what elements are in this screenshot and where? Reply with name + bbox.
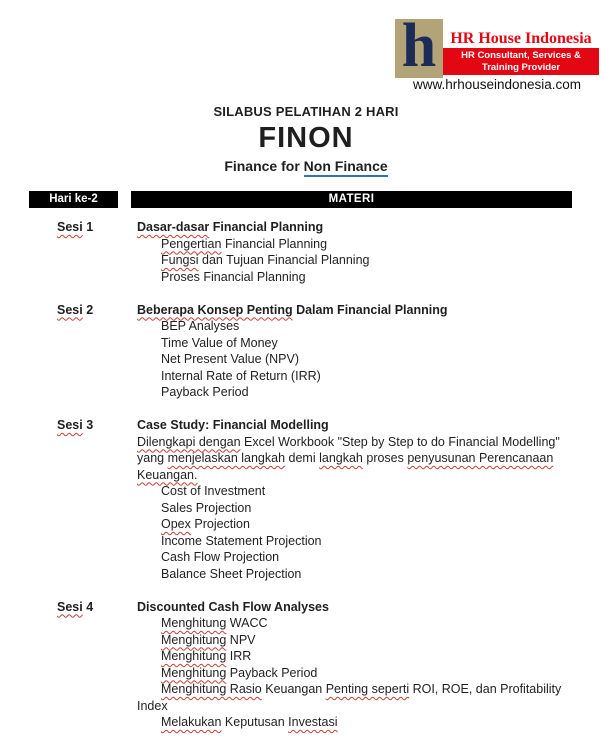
session-label bbox=[57, 417, 137, 582]
website-url: www.hrhouseindonesia.com bbox=[412, 77, 582, 92]
session-row bbox=[57, 302, 605, 401]
session-label bbox=[57, 302, 137, 401]
session-content bbox=[137, 599, 605, 731]
course-tagline bbox=[0, 158, 612, 174]
session-item-line bbox=[137, 500, 605, 517]
session-item-line bbox=[137, 252, 605, 269]
misspelled-text: Menghitung bbox=[161, 616, 227, 630]
text-run: Internal Rate of Return (IRR) bbox=[161, 368, 321, 383]
session-item-line bbox=[137, 483, 605, 500]
misspelled-text: Beberapa Konsep Penting bbox=[137, 302, 293, 317]
text-run: Excel Workbook "Step by Step to do Financial Modelling" bbox=[240, 434, 560, 449]
session-content bbox=[137, 417, 605, 582]
misspelled-text: Sesi bbox=[57, 302, 83, 317]
text-run: Financial Planning bbox=[209, 220, 324, 234]
brand-name: HR House Indonesia bbox=[450, 30, 592, 47]
session-item-line bbox=[137, 533, 605, 550]
tagline-prefix: Finance for bbox=[224, 158, 304, 174]
misspelled-text: langkah bbox=[319, 451, 363, 465]
tagline-underlined: Non Finance bbox=[304, 158, 388, 177]
session-item-line bbox=[137, 632, 605, 649]
session-item-line bbox=[137, 335, 605, 352]
misspelled-text: Penting seperti bbox=[325, 682, 410, 696]
text-run: Cost of Investment bbox=[161, 484, 266, 498]
text-run: Cash Flow Projection bbox=[161, 550, 280, 564]
session-item-line bbox=[137, 681, 605, 698]
text-run: Payback Period bbox=[161, 385, 249, 399]
text-run: Discounted Cash Flow Analyses bbox=[137, 599, 329, 614]
text-run: 2 bbox=[82, 302, 94, 317]
session-row bbox=[57, 219, 605, 285]
text-run: BEP Analyses bbox=[161, 319, 240, 333]
misspelled-text: Menghitung bbox=[161, 632, 227, 647]
text-run: Time Value of Money bbox=[161, 335, 278, 350]
document-subtitle: SILABUS PELATIHAN 2 HARI bbox=[213, 104, 399, 119]
logo-h-icon bbox=[395, 19, 443, 78]
misspelled-text: menjelaskan langkah bbox=[167, 451, 286, 465]
session-item-line bbox=[137, 351, 605, 368]
session-item-line bbox=[137, 615, 605, 632]
day-header-cell: Hari ke-2 bbox=[29, 191, 118, 208]
session-label bbox=[57, 599, 137, 731]
text-run: WACC bbox=[226, 616, 268, 630]
company-logo bbox=[395, 18, 599, 94]
misspelled-text: Menghitung bbox=[161, 649, 227, 663]
session-item-line bbox=[137, 648, 605, 665]
session-item-line bbox=[137, 665, 605, 682]
banner-line-2: Training Provider bbox=[481, 62, 561, 73]
misspelled-text: Dilengkapi dengan bbox=[137, 434, 241, 449]
session-item-line bbox=[137, 269, 605, 286]
banner-line-1: HR Consultant, Services & bbox=[461, 50, 581, 61]
session-para-line bbox=[137, 450, 605, 467]
text-run: dan Tujuan Financial Planning bbox=[198, 253, 370, 267]
session-heading-line bbox=[137, 219, 605, 236]
session-item-line bbox=[137, 516, 605, 533]
session-heading-line bbox=[137, 302, 605, 319]
text-run: 4 bbox=[82, 599, 94, 614]
text-run: ROI, ROE, dan Profitability bbox=[409, 682, 562, 696]
text-run: Projection bbox=[190, 517, 250, 531]
session-row bbox=[57, 417, 605, 582]
misspelled-text: Investasi bbox=[288, 715, 338, 729]
text-run: 1 bbox=[82, 220, 94, 234]
text-run: IRR bbox=[226, 649, 252, 663]
misspelled-text: Menghitung Rasio bbox=[161, 682, 262, 696]
misspelled-text: Dasar-dasar bbox=[137, 220, 210, 234]
text-run: Proses Financial Planning bbox=[161, 269, 306, 284]
session-item-line bbox=[137, 368, 605, 385]
text-run: Dalam Financial Planning bbox=[292, 302, 448, 317]
misspelled-text: Keuangan. bbox=[137, 467, 198, 482]
text-run: Keuangan bbox=[261, 682, 326, 696]
text-run: proses bbox=[362, 451, 408, 465]
text-run: Income Statement Projection bbox=[161, 533, 322, 548]
text-run: 3 bbox=[82, 418, 94, 432]
session-heading-line bbox=[137, 599, 605, 616]
session-content bbox=[137, 302, 605, 401]
misspelled-text: Melakukan bbox=[161, 715, 222, 729]
session-content bbox=[137, 219, 605, 285]
text-run: Keputusan bbox=[221, 715, 289, 729]
text-run: Case Study: Financial Modelling bbox=[137, 418, 329, 432]
misspelled-text: Opex bbox=[161, 517, 191, 531]
text-run: Net Present Value (NPV) bbox=[161, 352, 300, 366]
session-item-line bbox=[137, 714, 605, 731]
misspelled-text: Sesi bbox=[57, 418, 83, 432]
misspelled-text: Pengertian bbox=[161, 236, 222, 251]
misspelled-text: Fungsi bbox=[161, 253, 199, 267]
brand-banner bbox=[443, 48, 599, 75]
misspelled-text: Sesi bbox=[57, 599, 83, 614]
misspelled-text: penyusunan Perencanaan bbox=[407, 451, 554, 465]
text-run: Financial Planning bbox=[221, 236, 328, 251]
text-run: Index bbox=[137, 698, 168, 713]
text-run: demi bbox=[285, 451, 320, 465]
session-item-line bbox=[137, 384, 605, 401]
materi-header-cell: MATERI bbox=[131, 191, 572, 208]
session-para-line bbox=[137, 467, 605, 484]
session-item-line bbox=[137, 236, 605, 253]
session-item-line bbox=[137, 566, 605, 583]
misspelled-text: Sesi bbox=[57, 220, 83, 234]
session-para-line bbox=[137, 434, 605, 451]
session-item-line bbox=[137, 549, 605, 566]
session-para-line bbox=[137, 698, 605, 715]
misspelled-text: Menghitung bbox=[161, 665, 227, 680]
text-run: NPV bbox=[226, 632, 256, 647]
logo-h-letter: h bbox=[401, 19, 437, 78]
sessions-list bbox=[57, 219, 605, 747]
text-run: Payback Period bbox=[226, 665, 318, 680]
course-title: FINON bbox=[258, 122, 354, 154]
session-heading-line bbox=[137, 417, 605, 434]
session-label bbox=[57, 219, 137, 285]
text-run: Sales Projection bbox=[161, 500, 252, 515]
text-run: Balance Sheet Projection bbox=[161, 566, 302, 581]
session-item-line bbox=[137, 318, 605, 335]
session-row bbox=[57, 599, 605, 731]
text-run: yang bbox=[137, 451, 168, 465]
